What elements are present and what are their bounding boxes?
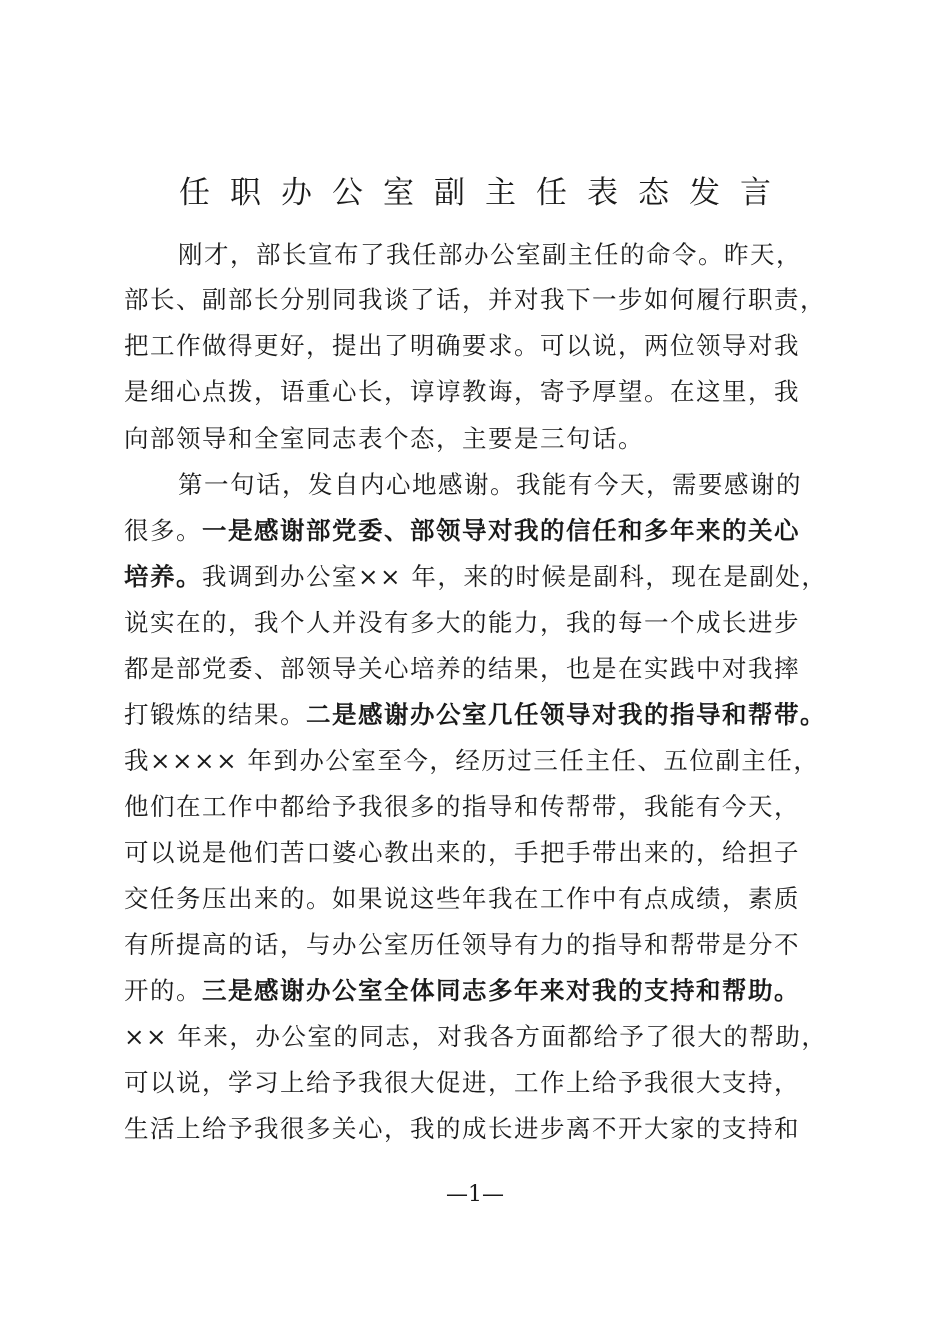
text-line bbox=[124, 700, 844, 730]
text-run: 刚才，部长宣布了我任部办公室副主任的命令。昨天， bbox=[178, 240, 802, 269]
text-line bbox=[124, 1022, 844, 1052]
text-run: 我调到办公室×× 年，来的时候是副科，现在是副处， bbox=[202, 562, 828, 591]
text-line bbox=[124, 424, 844, 454]
text-run: 生活上给予我很多关心，我的成长进步离不开大家的支持和 bbox=[124, 1114, 800, 1143]
text-line bbox=[124, 1068, 844, 1098]
text-line bbox=[124, 930, 844, 960]
text-run: 是细心点拨，语重心长，谆谆教诲，寄予厚望。在这里，我 bbox=[124, 377, 800, 406]
text-line bbox=[178, 240, 898, 270]
text-line bbox=[178, 470, 898, 500]
text-run: 向部领导和全室同志表个态，主要是三句话。 bbox=[124, 424, 644, 453]
text-line bbox=[124, 976, 844, 1006]
text-run: 有所提高的话，与办公室历任领导有力的指导和帮带是分不 bbox=[124, 930, 800, 959]
text-run: 第一句话，发自内心地感谢。我能有今天，需要感谢的 bbox=[178, 470, 802, 499]
text-run: 他们在工作中都给予我很多的指导和传帮带，我能有今天， bbox=[124, 792, 800, 821]
bold-text: 三是感谢办公室全体同志多年来对我的支持和帮助。 bbox=[202, 976, 800, 1005]
text-run: 把工作做得更好，提出了明确要求。可以说，两位领导对我 bbox=[124, 331, 800, 360]
text-line bbox=[124, 516, 844, 546]
text-line bbox=[124, 884, 844, 914]
bold-text: 二是感谢办公室几任领导对我的指导和帮带。 bbox=[306, 700, 826, 729]
text-line bbox=[124, 746, 844, 776]
text-run: 可以说是他们苦口婆心教出来的，手把手带出来的，给担子 bbox=[124, 838, 800, 867]
text-line bbox=[124, 377, 844, 407]
bold-text: 培养。 bbox=[124, 562, 202, 591]
text-line bbox=[124, 562, 844, 592]
text-run: 开的。 bbox=[124, 976, 202, 1005]
document-title: 任职办公室副主任表态发言 bbox=[179, 175, 791, 211]
page-number: —1— bbox=[446, 1182, 504, 1207]
text-line bbox=[124, 654, 844, 684]
bold-text: 一是感谢部党委、部领导对我的信任和多年来的关心 bbox=[202, 516, 800, 545]
text-run: 说实在的，我个人并没有多大的能力，我的每一个成长进步 bbox=[124, 608, 800, 637]
text-run: 交任务压出来的。如果说这些年我在工作中有点成绩，素质 bbox=[124, 884, 800, 913]
text-run: 都是部党委、部领导关心培养的结果，也是在实践中对我摔 bbox=[124, 654, 800, 683]
text-line bbox=[124, 285, 844, 315]
text-run: 打锻炼的结果。 bbox=[124, 700, 306, 729]
text-run: 我×××× 年到办公室至今，经历过三任主任、五位副主任， bbox=[124, 746, 820, 775]
text-run: 很多。 bbox=[124, 516, 202, 545]
text-run: 可以说，学习上给予我很大促进，工作上给予我很大支持， bbox=[124, 1068, 800, 1097]
text-run: 部长、副部长分别同我谈了话，并对我下一步如何履行职责， bbox=[124, 285, 826, 314]
text-line bbox=[124, 838, 844, 868]
text-line bbox=[124, 608, 844, 638]
text-line bbox=[124, 792, 844, 822]
text-line bbox=[124, 331, 844, 361]
text-run: ×× 年来，办公室的同志，对我各方面都给予了很大的帮助， bbox=[124, 1022, 828, 1051]
text-line bbox=[124, 1114, 844, 1144]
